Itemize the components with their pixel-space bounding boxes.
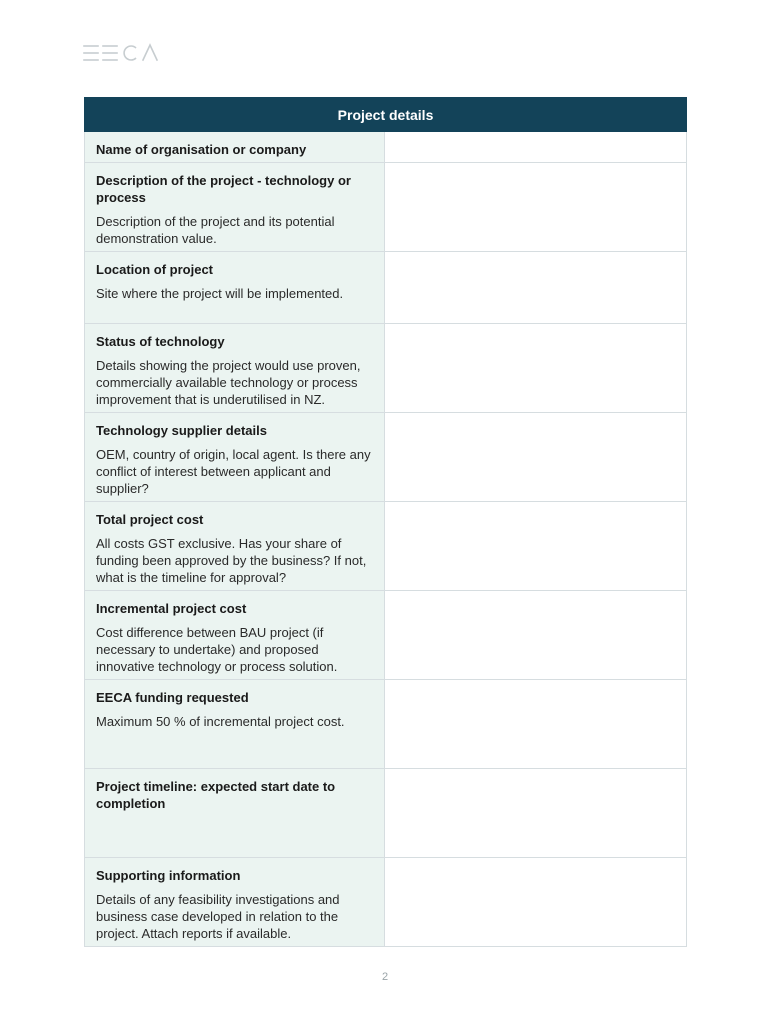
table-row [85,502,687,591]
row-label-cell [85,858,385,947]
table-header: Project details [85,98,687,132]
project-location-field[interactable] [385,252,687,324]
row-title: Supporting information [96,868,241,883]
row-label-cell [85,680,385,769]
row-description: All costs GST exclusive. Has your share of funding been approved by the business? If not, what is the timeline for approval? [96,536,367,585]
funding-requested-field[interactable] [385,680,687,769]
project-description-field[interactable] [385,163,687,252]
row-title: Project timeline: expected start date to completion [96,779,336,811]
row-description: Maximum 50 % of incremental project cost. [96,714,345,729]
row-title: Total project cost [96,512,204,527]
table-row [85,858,687,947]
table-row [85,680,687,769]
row-label-cell [85,413,385,502]
row-label-cell [85,591,385,680]
row-title: Location of project [96,262,213,277]
row-label-cell [85,163,385,252]
incremental-cost-field[interactable] [385,591,687,680]
row-label-cell [85,769,385,858]
table-row [85,324,687,413]
row-description: Details showing the project would use proven, commercially available technology or process improvement that is underutilised in NZ. [96,358,361,407]
row-title: Incremental project cost [96,601,247,616]
project-timeline-field[interactable] [385,769,687,858]
table-row [85,163,687,252]
eeca-logo-mark [83,40,159,66]
project-details-table [84,97,687,947]
row-label-cell [85,132,385,163]
eeca-logo [83,40,159,66]
row-description: Site where the project will be implemented. [96,286,344,301]
row-description: Details of any feasibility investigations and business case developed in relation to the project. Attach reports if available. [96,892,340,941]
row-description: OEM, country of origin, local agent. Is there any conflict of interest between applicant and supplier? [96,447,371,496]
technology-status-field[interactable] [385,324,687,413]
table-row [85,769,687,858]
row-label-cell [85,324,385,413]
page-number: 2 [381,971,389,983]
row-label-cell [85,252,385,324]
supplier-details-field[interactable] [385,413,687,502]
row-description: Cost difference between BAU project (if necessary to undertake) and proposed innovative technology or process solution. [96,625,338,674]
supporting-information-field[interactable] [385,858,687,947]
row-label-cell [85,502,385,591]
row-title: Technology supplier details [96,423,267,438]
table-row [85,252,687,324]
table-row [85,413,687,502]
table-row [85,591,687,680]
row-title: Status of technology [96,334,225,349]
organisation-name-field[interactable] [385,132,687,163]
row-description: Description of the project and its potential demonstration value. [96,214,335,246]
total-cost-field[interactable] [385,502,687,591]
table-row [85,132,687,163]
row-title: Name of organisation or company [96,142,307,157]
row-title: EECA funding requested [96,690,249,705]
row-title: Description of the project - technology or process [96,173,351,205]
